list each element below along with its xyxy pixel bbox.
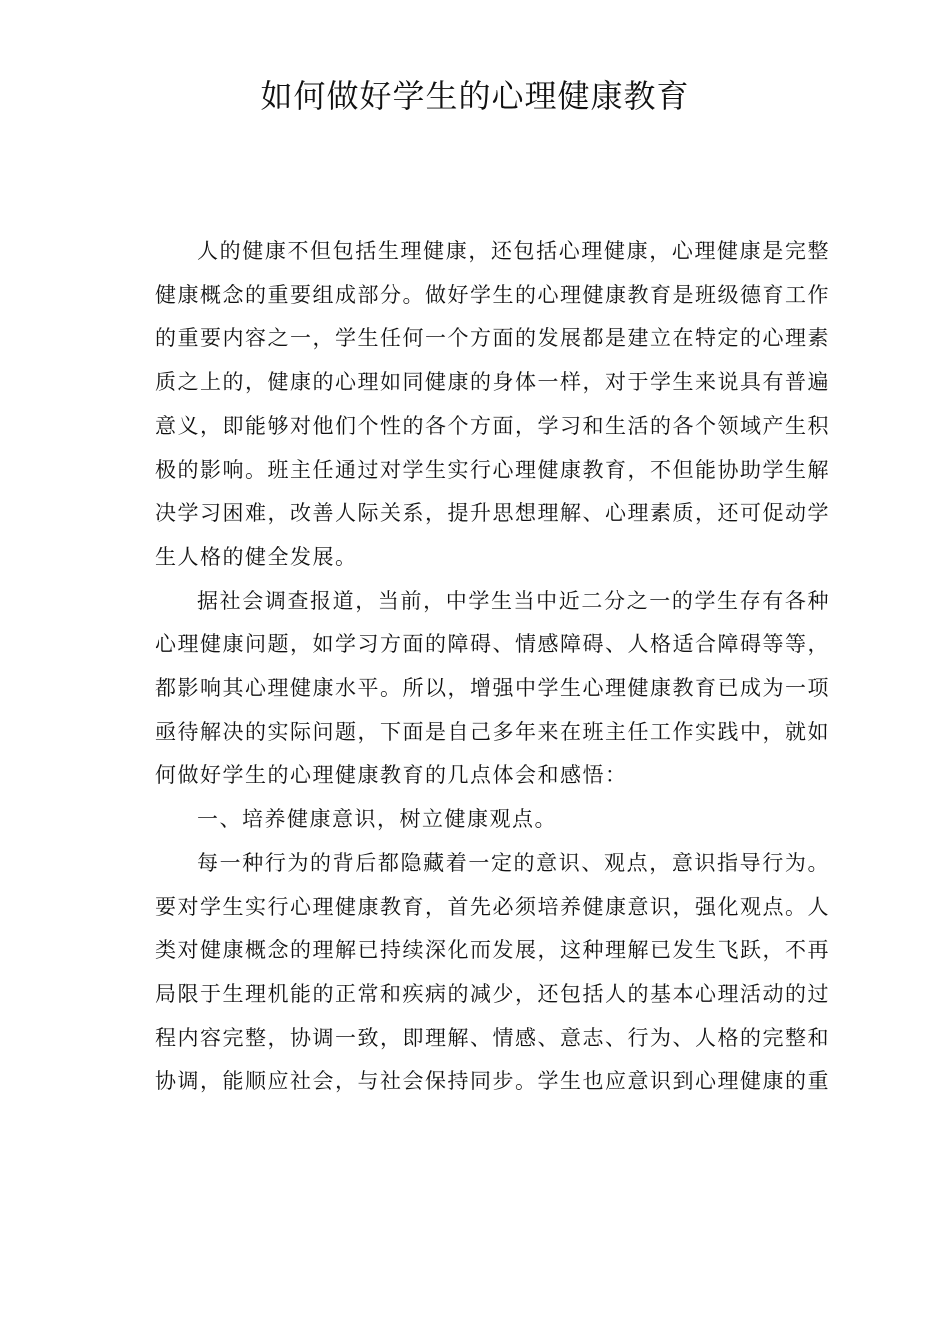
paragraph-section-1: 每一种行为的背后都隐藏着一定的意识、观点，意识指导行为。要对学生实行心理健康教育，首先必须培养健康意识，强化观点。人类对健康概念的理解已持续深化而发展，这种理解已发生飞跃，不再局限于生理机能的正常和疾病的减少，还包括人的基本心理活动的过程内容完整，协调一致，即理解、情感、意志、行为、人格的完整和协调，能顺应社会，与社会保持同步。学生也应意识到心理健康的重 bbox=[155, 850, 830, 1094]
document-title: 如何做好学生的心理健康教育 bbox=[260, 77, 690, 115]
paragraph-survey: 据社会调查报道，当前，中学生当中近二分之一的学生存有各种心理健康问题，如学习方面的障碍、情感障碍、人格适合障碍等等，都影响其心理健康水平。所以，增强中学生心理健康教育已成为一项亟待解决的实际问题，下面是自己多年来在班主任工作实践中，就如何做好学生的心理健康教育的几点体会和感悟： bbox=[155, 588, 830, 788]
document-body bbox=[155, 230, 830, 1104]
paragraph-intro: 人的健康不但包括生理健康，还包括心理健康，心理健康是完整健康概念的重要组成部分。做好学生的心理健康教育是班级德育工作的重要内容之一，学生任何一个方面的发展都是建立在特定的心理素质之上的，健康的心理如同健康的身体一样，对于学生来说具有普遍意义，即能够对他们个性的各个方面，学习和生活的各个领域产生积极的影响。班主任通过对学生实行心理健康教育，不但能协助学生解决学习困难，改善人际关系，提升思想理解、心理素质，还可促动学生人格的健全发展。 bbox=[155, 239, 830, 569]
section-heading-1: 一、培养健康意识，树立健康观点。 bbox=[197, 807, 557, 832]
